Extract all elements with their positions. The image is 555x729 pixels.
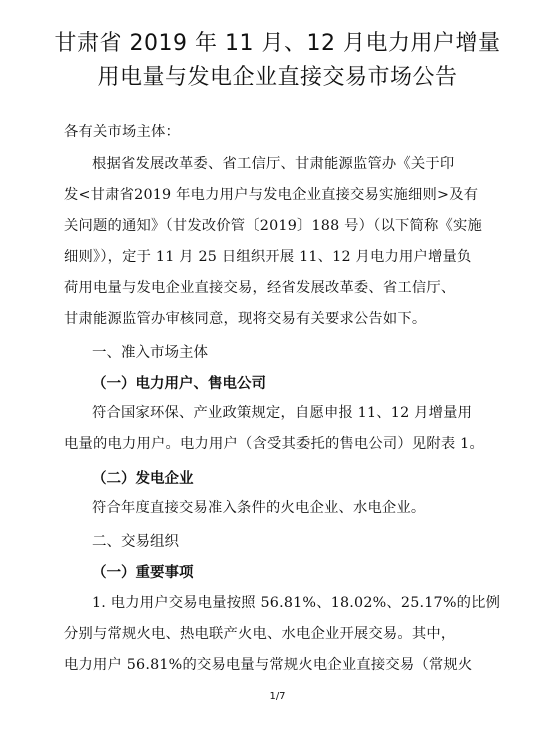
intro-line-4: 细则》），定于 11 月 25 日组织开展 11、12 月电力用户增量负: [64, 249, 472, 265]
document-title-line-1: 甘肃省 2019 年 11 月、12 月电力用户增量: [54, 31, 501, 56]
intro-line-6: 甘肃能源监管办审核同意，现将交易有关要求公告如下。: [64, 311, 427, 327]
section-1-sub-2-heading: （二）发电企业: [92, 471, 194, 487]
section-2-sub-1-line-2: 分别与常规火电、热电联产火电、水电企业开展交易。其中，: [64, 626, 456, 642]
section-1-heading: 一、准入市场主体: [92, 345, 208, 361]
section-1-sub-1-line-1: 符合国家环保、产业政策规定，自愿申报 11、12 月增量用: [92, 405, 473, 421]
intro-line-5: 荷用电量与发电企业直接交易，经省发展改革委、省工信厅、: [64, 280, 456, 296]
section-1-sub-1-line-2: 电量的电力用户。电力用户（含受其委托的售电公司）见附表 1。: [64, 436, 484, 452]
page-number: 1/7: [269, 691, 286, 702]
section-1-sub-1-heading: （一）电力用户、售电公司: [92, 376, 266, 392]
section-2-sub-1-heading: （一）重要事项: [92, 565, 194, 581]
intro-line-2: 发<甘肃省2019 年电力用户与发电企业直接交易实施细则>及有: [64, 187, 479, 203]
document-title-line-2: 用电量与发电企业直接交易市场公告: [97, 65, 458, 90]
section-2-heading: 二、交易组织: [92, 534, 179, 550]
section-2-sub-1-line-1: 1. 电力用户交易电量按照 56.81%、18.02%、25.17%的比例: [92, 595, 501, 611]
intro-line-3: 关问题的通知》（甘发改价管〔2019〕188 号）（以下简称《实施: [64, 218, 482, 234]
salutation: 各有关市场主体：: [64, 124, 180, 140]
intro-line-1: 根据省发展改革委、省工信厅、甘肃能源监管办《关于印: [92, 156, 455, 172]
section-2-sub-1-line-3: 电力用户 56.81%的交易电量与常规火电企业直接交易（常规火: [64, 657, 473, 673]
section-1-sub-2-line-1: 符合年度直接交易准入条件的火电企业、水电企业。: [92, 500, 426, 516]
